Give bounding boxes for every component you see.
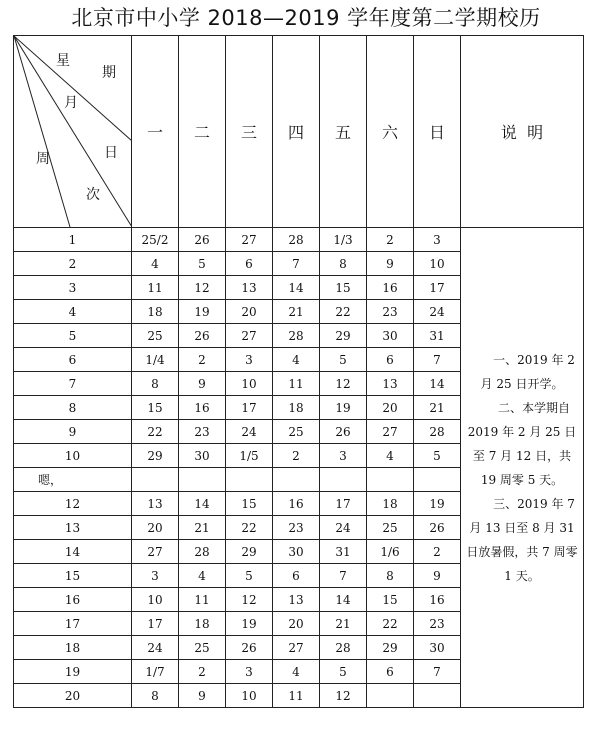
week-number-cell: 2 bbox=[14, 252, 132, 276]
day-cell: 13 bbox=[273, 588, 320, 612]
day-cell: 18 bbox=[367, 492, 414, 516]
day-cell bbox=[320, 468, 367, 492]
day-cell bbox=[367, 684, 414, 708]
day-cell: 20 bbox=[273, 612, 320, 636]
day-cell: 9 bbox=[179, 684, 226, 708]
day-cell: 12 bbox=[320, 684, 367, 708]
day-cell: 2 bbox=[179, 660, 226, 684]
day-cell: 5 bbox=[226, 564, 273, 588]
day-cell: 11 bbox=[179, 588, 226, 612]
weekday-header-wed: 三 bbox=[226, 36, 273, 228]
day-cell: 30 bbox=[414, 636, 461, 660]
week-number-cell: 5 bbox=[14, 324, 132, 348]
day-cell: 24 bbox=[132, 636, 179, 660]
day-cell: 18 bbox=[273, 396, 320, 420]
day-cell: 2 bbox=[367, 228, 414, 252]
note-paragraph: 三、2019 年 7 月 13 日至 8 月 31 日放暑假，共 7 周零 1 天。 bbox=[466, 496, 578, 583]
week-number-cell: 6 bbox=[14, 348, 132, 372]
day-cell: 16 bbox=[414, 588, 461, 612]
week-number-cell: 17 bbox=[14, 612, 132, 636]
day-cell: 14 bbox=[320, 588, 367, 612]
day-cell: 26 bbox=[179, 228, 226, 252]
corner-label-ci: 次 bbox=[86, 187, 100, 203]
day-cell: 10 bbox=[132, 588, 179, 612]
week-number-cell: 18 bbox=[14, 636, 132, 660]
notes-text bbox=[461, 348, 583, 588]
day-cell: 27 bbox=[273, 636, 320, 660]
day-cell: 14 bbox=[414, 372, 461, 396]
day-cell: 23 bbox=[367, 300, 414, 324]
day-cell: 28 bbox=[179, 540, 226, 564]
day-cell: 24 bbox=[226, 420, 273, 444]
weekday-header-fri: 五 bbox=[320, 36, 367, 228]
day-cell: 30 bbox=[273, 540, 320, 564]
day-cell: 5 bbox=[179, 252, 226, 276]
table-row bbox=[14, 228, 584, 252]
day-cell: 19 bbox=[179, 300, 226, 324]
day-cell: 12 bbox=[179, 276, 226, 300]
day-cell: 11 bbox=[273, 684, 320, 708]
day-cell: 3 bbox=[414, 228, 461, 252]
day-cell: 29 bbox=[226, 540, 273, 564]
day-cell: 14 bbox=[179, 492, 226, 516]
day-cell: 25/2 bbox=[132, 228, 179, 252]
day-cell: 14 bbox=[273, 276, 320, 300]
day-cell: 20 bbox=[132, 516, 179, 540]
day-cell: 27 bbox=[132, 540, 179, 564]
day-cell: 2 bbox=[414, 540, 461, 564]
day-cell: 29 bbox=[320, 324, 367, 348]
day-cell: 5 bbox=[320, 660, 367, 684]
day-cell: 26 bbox=[414, 516, 461, 540]
day-cell: 7 bbox=[320, 564, 367, 588]
corner-label-yue: 月 bbox=[64, 95, 78, 111]
day-cell: 25 bbox=[367, 516, 414, 540]
day-cell: 19 bbox=[226, 612, 273, 636]
day-cell: 9 bbox=[179, 372, 226, 396]
day-cell: 27 bbox=[367, 420, 414, 444]
corner-label-ri: 日 bbox=[104, 145, 118, 161]
day-cell: 4 bbox=[179, 564, 226, 588]
week-number-cell: 3 bbox=[14, 276, 132, 300]
week-number-cell: 16 bbox=[14, 588, 132, 612]
day-cell: 28 bbox=[414, 420, 461, 444]
note-paragraph: 一、2019 年 2 月 25 日开学。 bbox=[480, 352, 575, 391]
week-number-cell: 8 bbox=[14, 396, 132, 420]
day-cell: 8 bbox=[132, 372, 179, 396]
day-cell: 25 bbox=[273, 420, 320, 444]
day-cell: 13 bbox=[367, 372, 414, 396]
day-cell: 1/3 bbox=[320, 228, 367, 252]
day-cell: 1/4 bbox=[132, 348, 179, 372]
week-number-cell: 20 bbox=[14, 684, 132, 708]
week-number-cell: 嗯， bbox=[14, 468, 132, 492]
day-cell: 18 bbox=[132, 300, 179, 324]
day-cell bbox=[414, 684, 461, 708]
day-cell: 3 bbox=[226, 660, 273, 684]
day-cell: 25 bbox=[179, 636, 226, 660]
day-cell: 29 bbox=[367, 636, 414, 660]
notes-header: 说 明 bbox=[461, 36, 584, 228]
day-cell: 8 bbox=[320, 252, 367, 276]
day-cell: 8 bbox=[132, 684, 179, 708]
day-cell: 30 bbox=[179, 444, 226, 468]
notes-cell bbox=[461, 228, 584, 708]
school-calendar-table bbox=[13, 35, 584, 708]
day-cell: 17 bbox=[414, 276, 461, 300]
day-cell: 17 bbox=[132, 612, 179, 636]
day-cell: 23 bbox=[179, 420, 226, 444]
day-cell: 28 bbox=[273, 228, 320, 252]
week-number-cell: 1 bbox=[14, 228, 132, 252]
day-cell: 2 bbox=[273, 444, 320, 468]
day-cell: 13 bbox=[132, 492, 179, 516]
weekday-header-thu: 四 bbox=[273, 36, 320, 228]
day-cell: 4 bbox=[273, 660, 320, 684]
day-cell: 4 bbox=[132, 252, 179, 276]
weekday-header-mon: 一 bbox=[132, 36, 179, 228]
day-cell: 27 bbox=[226, 228, 273, 252]
day-cell: 21 bbox=[179, 516, 226, 540]
corner-label-xing: 星 bbox=[56, 53, 70, 69]
day-cell: 17 bbox=[226, 396, 273, 420]
day-cell: 5 bbox=[414, 444, 461, 468]
day-cell: 12 bbox=[226, 588, 273, 612]
day-cell: 9 bbox=[367, 252, 414, 276]
day-cell: 10 bbox=[414, 252, 461, 276]
day-cell: 28 bbox=[320, 636, 367, 660]
day-cell: 25 bbox=[132, 324, 179, 348]
day-cell: 1/6 bbox=[367, 540, 414, 564]
day-cell: 15 bbox=[367, 588, 414, 612]
day-cell: 15 bbox=[226, 492, 273, 516]
day-cell: 31 bbox=[320, 540, 367, 564]
week-number-cell: 10 bbox=[14, 444, 132, 468]
day-cell: 1/7 bbox=[132, 660, 179, 684]
day-cell: 16 bbox=[273, 492, 320, 516]
day-cell: 24 bbox=[414, 300, 461, 324]
day-cell: 7 bbox=[414, 660, 461, 684]
header-row bbox=[14, 36, 584, 228]
corner-label-zhou: 周 bbox=[36, 151, 50, 167]
day-cell: 6 bbox=[367, 660, 414, 684]
day-cell: 15 bbox=[132, 396, 179, 420]
week-number-cell: 15 bbox=[14, 564, 132, 588]
day-cell: 23 bbox=[414, 612, 461, 636]
day-cell: 7 bbox=[414, 348, 461, 372]
week-number-cell: 9 bbox=[14, 420, 132, 444]
day-cell: 5 bbox=[320, 348, 367, 372]
day-cell: 22 bbox=[132, 420, 179, 444]
day-cell: 6 bbox=[367, 348, 414, 372]
day-cell: 6 bbox=[226, 252, 273, 276]
day-cell bbox=[179, 468, 226, 492]
day-cell: 20 bbox=[226, 300, 273, 324]
weekday-header-sun: 日 bbox=[414, 36, 461, 228]
day-cell bbox=[273, 468, 320, 492]
weekday-header-sat: 六 bbox=[367, 36, 414, 228]
day-cell: 3 bbox=[132, 564, 179, 588]
day-cell: 3 bbox=[320, 444, 367, 468]
day-cell: 27 bbox=[226, 324, 273, 348]
day-cell: 24 bbox=[320, 516, 367, 540]
week-number-cell: 14 bbox=[14, 540, 132, 564]
day-cell: 21 bbox=[273, 300, 320, 324]
day-cell: 10 bbox=[226, 372, 273, 396]
day-cell: 22 bbox=[367, 612, 414, 636]
day-cell bbox=[132, 468, 179, 492]
day-cell: 30 bbox=[367, 324, 414, 348]
day-cell: 11 bbox=[273, 372, 320, 396]
day-cell: 15 bbox=[320, 276, 367, 300]
day-cell: 19 bbox=[414, 492, 461, 516]
day-cell: 11 bbox=[132, 276, 179, 300]
day-cell: 2 bbox=[179, 348, 226, 372]
day-cell: 26 bbox=[320, 420, 367, 444]
day-cell bbox=[367, 468, 414, 492]
day-cell: 9 bbox=[414, 564, 461, 588]
week-number-cell: 4 bbox=[14, 300, 132, 324]
day-cell: 10 bbox=[226, 684, 273, 708]
day-cell: 16 bbox=[367, 276, 414, 300]
day-cell bbox=[414, 468, 461, 492]
note-paragraph: 二、本学期自 2019 年 2 月 25 日至 7 月 12 日，共 19 周零 5 天。 bbox=[467, 400, 577, 487]
day-cell: 26 bbox=[226, 636, 273, 660]
week-number-cell: 13 bbox=[14, 516, 132, 540]
corner-label-qi: 期 bbox=[102, 65, 116, 81]
day-cell: 12 bbox=[320, 372, 367, 396]
day-cell: 23 bbox=[273, 516, 320, 540]
day-cell: 28 bbox=[273, 324, 320, 348]
week-number-cell: 19 bbox=[14, 660, 132, 684]
day-cell: 31 bbox=[414, 324, 461, 348]
day-cell: 16 bbox=[179, 396, 226, 420]
day-cell: 22 bbox=[226, 516, 273, 540]
day-cell: 1/5 bbox=[226, 444, 273, 468]
day-cell: 26 bbox=[179, 324, 226, 348]
week-number-cell: 7 bbox=[14, 372, 132, 396]
day-cell: 6 bbox=[273, 564, 320, 588]
day-cell: 7 bbox=[273, 252, 320, 276]
day-cell: 13 bbox=[226, 276, 273, 300]
day-cell: 29 bbox=[132, 444, 179, 468]
day-cell: 19 bbox=[320, 396, 367, 420]
day-cell: 20 bbox=[367, 396, 414, 420]
page-title: 北京市中小学 2018—2019 学年度第二学期校历 bbox=[71, 6, 541, 30]
day-cell: 4 bbox=[273, 348, 320, 372]
week-number-cell: 12 bbox=[14, 492, 132, 516]
day-cell: 3 bbox=[226, 348, 273, 372]
day-cell: 22 bbox=[320, 300, 367, 324]
corner-header-cell bbox=[14, 36, 132, 228]
day-cell bbox=[226, 468, 273, 492]
day-cell: 21 bbox=[320, 612, 367, 636]
day-cell: 8 bbox=[367, 564, 414, 588]
weekday-header-tue: 二 bbox=[179, 36, 226, 228]
day-cell: 17 bbox=[320, 492, 367, 516]
day-cell: 4 bbox=[367, 444, 414, 468]
day-cell: 21 bbox=[414, 396, 461, 420]
day-cell: 18 bbox=[179, 612, 226, 636]
